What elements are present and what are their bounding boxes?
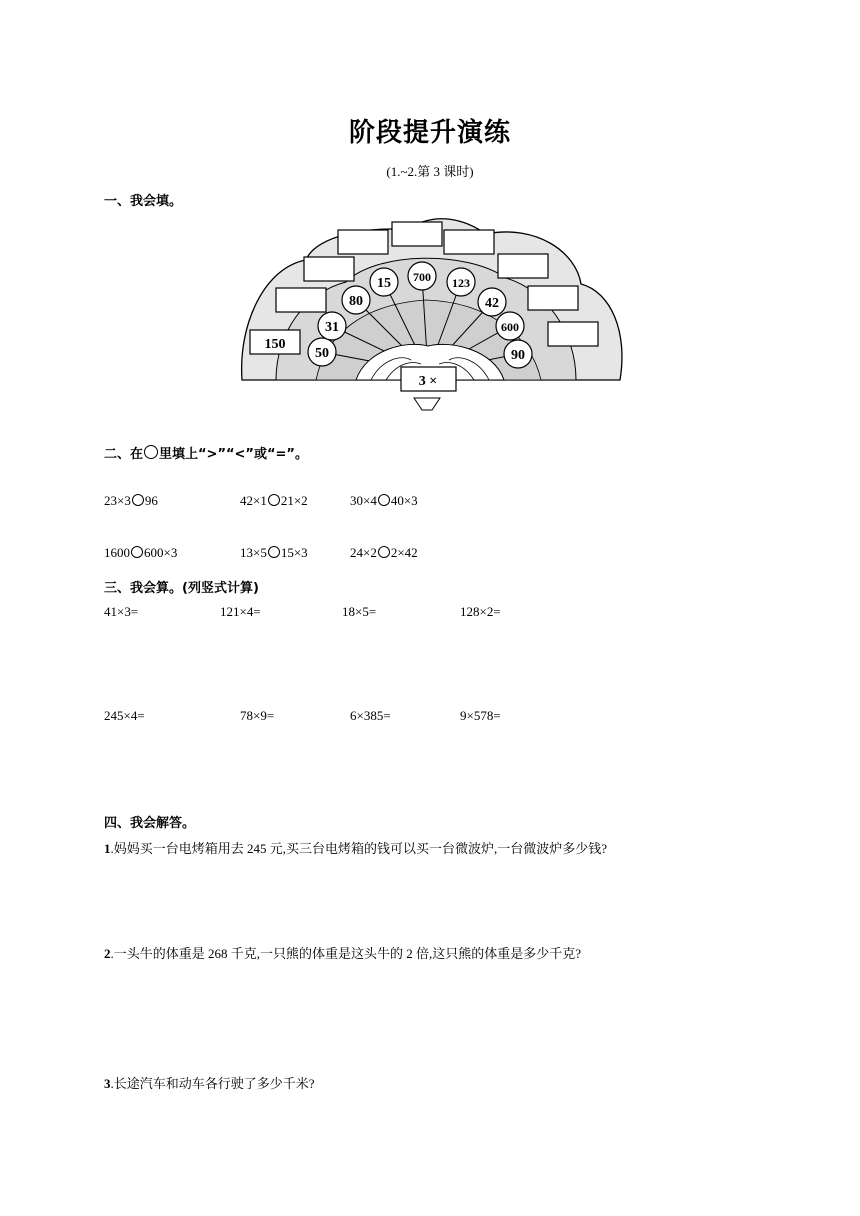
question-text: .妈妈买一台电烤箱用去 245 元,买三台电烤箱的钱可以买一台微波炉,一台微波炉多少钱? [110,841,608,856]
question-2 [104,943,581,962]
multiplier-label: 3 × [418,374,438,389]
compare-right: 15×3 [280,545,308,560]
compare-item [104,493,158,509]
compare-circle[interactable] [268,494,280,506]
section2-heading [104,443,308,462]
number-circle-value: 42 [485,296,499,311]
section4-heading: 四、我会解答。 [104,816,196,831]
question-text: .长途汽车和动车各行驶了多少千米? [110,1076,315,1091]
number-circle-value: 90 [511,348,525,363]
question-number: 3 [104,1076,111,1091]
compare-left: 42×1 [240,493,267,508]
compare-right: 600×3 [144,545,178,560]
compare-right: 40×3 [390,493,418,508]
compare-right: 21×2 [280,493,308,508]
circle-icon [144,445,158,459]
calc-item: 41×3= [104,604,139,619]
number-circle-value: 123 [452,276,470,290]
number-circle-value: 700 [413,270,431,284]
calc-item: 121×4= [220,604,261,619]
compare-circle[interactable] [378,546,390,558]
compare-circle[interactable] [268,546,280,558]
compare-left: 30×4 [350,493,377,508]
compare-right: 2×42 [390,545,418,560]
compare-item [240,493,308,509]
question-1 [104,838,607,857]
compare-right: 96 [144,493,158,508]
number-circle-value: 600 [501,320,519,334]
question-number: 2 [104,946,111,961]
compare-item [104,545,177,561]
compare-circle[interactable] [378,494,390,506]
number-circle-value: 31 [325,320,339,335]
fan-pivot [414,398,440,410]
section2-heading-pre: 二、在 [104,447,144,462]
number-circle-value: 15 [377,276,391,291]
question-text: .一头牛的体重是 268 千克,一只熊的体重是这头牛的 2 倍,这只熊的体重是多少千克? [110,946,582,961]
page-subtitle: (1.~2.第 3 课时) [386,164,474,179]
section1-heading: 一、我会填。 [104,194,183,209]
compare-item [350,493,418,509]
section3-heading: 三、我会算。(列竖式计算) [104,581,259,596]
calc-item: 245×4= [104,708,145,723]
number-circle-value: 50 [315,346,329,361]
section2-heading-post: 里填上“>”“<”或“=”。 [159,447,308,462]
compare-circle[interactable] [132,494,144,506]
compare-left: 13×5 [240,545,267,560]
compare-item [240,545,308,561]
calc-item: 78×9= [240,708,275,723]
question-3 [104,1073,315,1092]
fan-diagram [236,212,626,412]
calc-item: 128×2= [460,604,501,619]
compare-left: 1600 [104,545,130,560]
calc-item: 9×578= [460,708,501,723]
compare-circle[interactable] [131,546,143,558]
question-number: 1 [104,841,111,856]
compare-left: 24×2 [350,545,377,560]
compare-item [350,545,418,561]
number-circle-value: 80 [349,294,363,309]
compare-left: 23×3 [104,493,131,508]
page-title: 阶段提升演练 [348,118,511,148]
calc-item: 6×385= [350,708,391,723]
given-box-value: 150 [264,337,286,352]
calc-item: 18×5= [342,604,377,619]
